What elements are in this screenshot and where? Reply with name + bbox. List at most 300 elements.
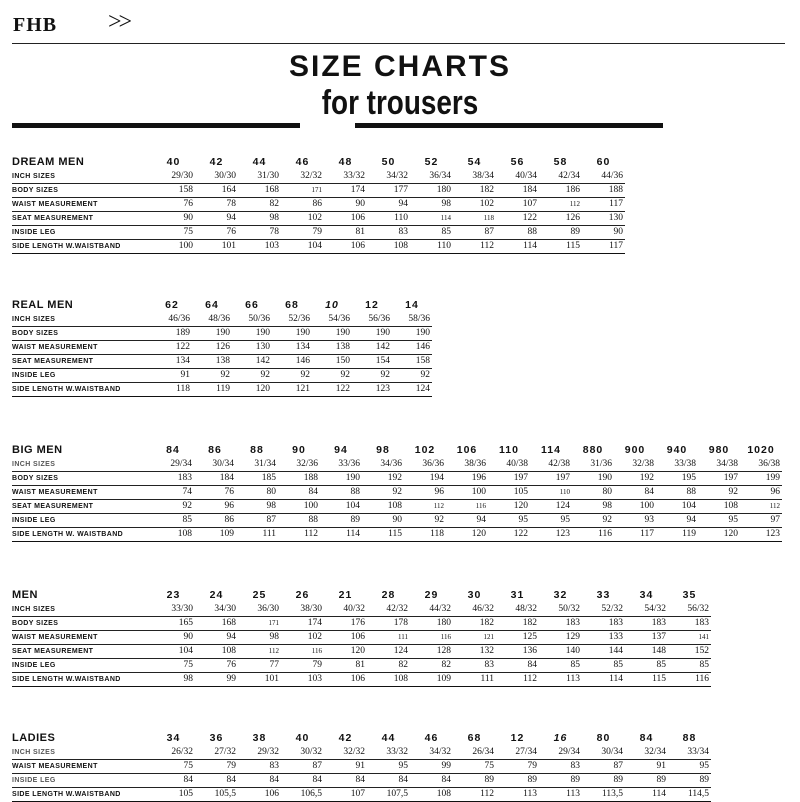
cell: 83 (453, 659, 496, 673)
row-label: SIDE LENGTH W.WAISTBAND (12, 240, 152, 254)
row-label: INCH SIZES (12, 313, 152, 327)
cell: 100 (152, 240, 195, 254)
cell: 101 (238, 673, 281, 687)
size-header-row (12, 730, 711, 746)
size-label: 94 (334, 444, 348, 456)
cell: 113 (539, 788, 582, 802)
cell: 46/32 (453, 603, 496, 617)
size-label: 84 (166, 444, 180, 456)
row-label: INCH SIZES (12, 603, 152, 617)
cell: 141 (668, 631, 711, 645)
cell: 30/30 (195, 170, 238, 184)
size-label: 980 (708, 444, 730, 456)
cell: 190 (192, 327, 232, 341)
cell: 115 (625, 673, 668, 687)
cell: 164 (195, 184, 238, 198)
title-rule-right (355, 123, 663, 128)
cell: 75 (152, 760, 195, 774)
size-label: 114 (541, 444, 561, 456)
cell: 79 (496, 760, 539, 774)
cell: 38/36 (446, 458, 488, 472)
cell: 122 (496, 212, 539, 226)
header-divider (12, 43, 785, 44)
cell: 33/38 (656, 458, 698, 472)
row-label: SIDE LENGTH W.WAISTBAND (12, 788, 152, 802)
cell: 183 (668, 617, 711, 631)
size-label: 88 (250, 444, 264, 456)
cell: 26/34 (453, 746, 496, 760)
cell: 126 (192, 341, 232, 355)
cell: 107 (496, 198, 539, 212)
row-label: INCH SIZES (12, 170, 152, 184)
cell: 48/36 (192, 313, 232, 327)
size-label: 38 (252, 732, 267, 744)
cell: 94 (367, 198, 410, 212)
cell: 78 (238, 226, 281, 240)
cell: 140 (539, 645, 582, 659)
table-row (12, 355, 432, 369)
cell: 91 (324, 760, 367, 774)
cell: 148 (625, 645, 668, 659)
size-label: 48 (338, 156, 353, 168)
size-label: 23 (166, 589, 181, 601)
table-row (12, 528, 782, 542)
cell: 107 (324, 788, 367, 802)
cell: 95 (530, 514, 572, 528)
table-row (12, 313, 432, 327)
cell: 106 (324, 240, 367, 254)
cell: 120 (698, 528, 740, 542)
size-label: 54 (467, 156, 482, 168)
cell: 95 (367, 760, 410, 774)
size-header-row (12, 154, 625, 170)
cell: 98 (236, 500, 278, 514)
cell: 74 (152, 486, 194, 500)
cell: 92 (232, 369, 272, 383)
cell: 83 (539, 760, 582, 774)
table-row (12, 500, 782, 514)
cell: 108 (195, 645, 238, 659)
cell: 137 (625, 631, 668, 645)
cell: 30/34 (194, 458, 236, 472)
cell: 81 (324, 226, 367, 240)
table-row (12, 212, 625, 226)
cell: 114 (320, 528, 362, 542)
row-label: BODY SIZES (12, 617, 152, 631)
cell: 130 (232, 341, 272, 355)
cell: 78 (195, 198, 238, 212)
cell: 114,5 (668, 788, 711, 802)
size-label: 42 (338, 732, 353, 744)
cell: 101 (195, 240, 238, 254)
table-row (12, 617, 711, 631)
cell: 113 (496, 788, 539, 802)
cell: 87 (281, 760, 324, 774)
row-label: INCH SIZES (12, 458, 152, 472)
size-label: 21 (338, 589, 353, 601)
size-label: 60 (596, 156, 611, 168)
cell: 106,5 (281, 788, 324, 802)
cell: 133 (582, 631, 625, 645)
cell: 108 (698, 500, 740, 514)
cell: 195 (656, 472, 698, 486)
cell: 31/36 (572, 458, 614, 472)
cell: 32/32 (324, 746, 367, 760)
cell: 116 (668, 673, 711, 687)
cell: 30/32 (281, 746, 324, 760)
cell: 182 (453, 617, 496, 631)
cell: 84 (195, 774, 238, 788)
cell: 98 (238, 631, 281, 645)
cell: 108 (367, 240, 410, 254)
size-table (12, 730, 711, 802)
cell: 30/34 (582, 746, 625, 760)
cell: 94 (446, 514, 488, 528)
cell: 184 (194, 472, 236, 486)
size-label: 34 (639, 589, 654, 601)
cell: 85 (582, 659, 625, 673)
cell: 116 (446, 500, 488, 514)
cell: 185 (236, 472, 278, 486)
cell: 112 (453, 240, 496, 254)
cell: 34/32 (367, 170, 410, 184)
size-label: 110 (499, 444, 519, 456)
cell: 88 (278, 514, 320, 528)
cell: 77 (238, 659, 281, 673)
cell: 176 (324, 617, 367, 631)
size-header-row (12, 587, 711, 603)
cell: 38/34 (453, 170, 496, 184)
cell: 29/34 (539, 746, 582, 760)
size-header-row (12, 297, 432, 313)
section-title: BIG MEN (12, 444, 63, 456)
cell: 84 (367, 774, 410, 788)
cell: 190 (392, 327, 432, 341)
size-label: 88 (682, 732, 697, 744)
cell: 108 (152, 528, 194, 542)
cell: 32/38 (614, 458, 656, 472)
cell: 33/30 (152, 603, 195, 617)
size-label: 46 (424, 732, 439, 744)
size-label: 28 (381, 589, 396, 601)
cell: 76 (195, 659, 238, 673)
size-label: 14 (405, 299, 419, 311)
row-label: SIDE LENGTH W.WAISTBAND (12, 673, 152, 687)
cell: 119 (192, 383, 232, 397)
cell: 82 (367, 659, 410, 673)
size-label: 98 (376, 444, 390, 456)
cell: 85 (625, 659, 668, 673)
size-label: 90 (292, 444, 306, 456)
cell: 115 (539, 240, 582, 254)
cell: 122 (488, 528, 530, 542)
size-label: 86 (208, 444, 222, 456)
cell: 168 (238, 184, 281, 198)
cell: 102 (281, 631, 324, 645)
cell: 94 (656, 514, 698, 528)
section-dream-men (12, 154, 625, 254)
cell: 92 (352, 369, 392, 383)
size-label: 52 (424, 156, 439, 168)
cell: 197 (698, 472, 740, 486)
size-label: 44 (252, 156, 267, 168)
cell: 85 (410, 226, 453, 240)
size-label: 36 (209, 732, 224, 744)
row-label: BODY SIZES (12, 327, 152, 341)
cell: 84 (410, 774, 453, 788)
cell: 110 (530, 486, 572, 500)
cell: 75 (152, 226, 195, 240)
cell: 192 (614, 472, 656, 486)
size-table (12, 587, 711, 687)
page-subtitle: for trousers (321, 84, 479, 122)
row-label: WAIST MEASUREMENT (12, 631, 152, 645)
cell: 104 (281, 240, 324, 254)
cell: 92 (152, 500, 194, 514)
cell: 95 (488, 514, 530, 528)
size-label: 35 (682, 589, 697, 601)
cell: 121 (453, 631, 496, 645)
cell: 158 (152, 184, 195, 198)
cell: 117 (614, 528, 656, 542)
cell: 111 (453, 673, 496, 687)
row-label: WAIST MEASUREMENT (12, 341, 152, 355)
cell: 90 (362, 514, 404, 528)
size-table (12, 297, 432, 397)
cell: 119 (656, 528, 698, 542)
size-label: 34 (166, 732, 181, 744)
cell: 84 (614, 486, 656, 500)
cell: 130 (582, 212, 625, 226)
cell: 109 (194, 528, 236, 542)
cell: 144 (582, 645, 625, 659)
cell: 177 (367, 184, 410, 198)
cell: 94 (195, 212, 238, 226)
cell: 95 (668, 760, 711, 774)
cell: 105 (488, 486, 530, 500)
cell: 199 (740, 472, 782, 486)
cell: 171 (238, 617, 281, 631)
cell: 83 (367, 226, 410, 240)
size-label: 40 (295, 732, 310, 744)
section-men (12, 587, 711, 687)
section-ladies (12, 730, 711, 802)
cell: 123 (530, 528, 572, 542)
cell: 92 (192, 369, 232, 383)
cell: 92 (312, 369, 352, 383)
cell: 93 (614, 514, 656, 528)
cell: 110 (410, 240, 453, 254)
cell: 138 (312, 341, 352, 355)
cell: 132 (453, 645, 496, 659)
table-row (12, 240, 625, 254)
cell: 87 (236, 514, 278, 528)
cell: 183 (539, 617, 582, 631)
size-label: 25 (252, 589, 267, 601)
cell: 89 (320, 514, 362, 528)
cell: 182 (453, 184, 496, 198)
cell: 115 (362, 528, 404, 542)
size-label: 50 (381, 156, 396, 168)
cell: 86 (281, 198, 324, 212)
cell: 86 (194, 514, 236, 528)
row-label: SEAT MEASUREMENT (12, 500, 152, 514)
row-label: SIDE LENGTH W. WAISTBAND (12, 528, 152, 542)
cell: 183 (625, 617, 668, 631)
cell: 84 (281, 774, 324, 788)
cell: 142 (352, 341, 392, 355)
cell: 97 (740, 514, 782, 528)
table-row (12, 788, 711, 802)
row-label: INCH SIZES (12, 746, 152, 760)
size-label: 24 (209, 589, 224, 601)
cell: 116 (281, 645, 324, 659)
cell: 112 (539, 198, 582, 212)
cell: 192 (362, 472, 404, 486)
cell: 183 (152, 472, 194, 486)
cell: 120 (324, 645, 367, 659)
table-row (12, 631, 711, 645)
cell: 44/32 (410, 603, 453, 617)
section-big-men (12, 442, 782, 542)
table-row (12, 184, 625, 198)
cell: 36/36 (404, 458, 446, 472)
cell: 111 (367, 631, 410, 645)
cell: 122 (152, 341, 192, 355)
cell: 174 (324, 184, 367, 198)
brand-logo[interactable]: FHB (13, 14, 58, 36)
row-label: SEAT MEASUREMENT (12, 645, 152, 659)
row-label: INSIDE LEG (12, 369, 152, 383)
table-row (12, 472, 782, 486)
size-label: 10 (325, 299, 339, 311)
cell: 180 (410, 184, 453, 198)
cell: 174 (281, 617, 324, 631)
cell: 134 (272, 341, 312, 355)
cell: 112 (496, 673, 539, 687)
size-label: 80 (596, 732, 611, 744)
cell: 194 (404, 472, 446, 486)
table-row (12, 746, 711, 760)
size-label: 900 (624, 444, 646, 456)
cell: 186 (539, 184, 582, 198)
size-label: 30 (467, 589, 482, 601)
cell: 90 (152, 631, 195, 645)
cell: 104 (656, 500, 698, 514)
cell: 183 (582, 617, 625, 631)
size-table (12, 154, 625, 254)
cell: 58/36 (392, 313, 432, 327)
row-label: WAIST MEASUREMENT (12, 760, 152, 774)
cell: 102 (281, 212, 324, 226)
table-row (12, 659, 711, 673)
cell: 123 (352, 383, 392, 397)
cell: 34/32 (410, 746, 453, 760)
cell: 88 (320, 486, 362, 500)
cell: 108 (410, 788, 453, 802)
size-label: 26 (295, 589, 310, 601)
cell: 27/34 (496, 746, 539, 760)
cell: 85 (539, 659, 582, 673)
table-row (12, 369, 432, 383)
row-label: SEAT MEASUREMENT (12, 212, 152, 226)
cell: 98 (238, 212, 281, 226)
cell: 29/32 (238, 746, 281, 760)
chevron-right-icon[interactable]: >> (108, 9, 130, 35)
cell: 89 (668, 774, 711, 788)
cell: 98 (152, 673, 195, 687)
size-label: 106 (456, 444, 478, 456)
cell: 182 (496, 617, 539, 631)
cell: 89 (496, 774, 539, 788)
cell: 94 (195, 631, 238, 645)
cell: 52/32 (582, 603, 625, 617)
cell: 178 (367, 617, 410, 631)
cell: 100 (614, 500, 656, 514)
cell: 90 (324, 198, 367, 212)
cell: 79 (195, 760, 238, 774)
row-label: SIDE LENGTH W.WAISTBAND (12, 383, 152, 397)
cell: 38/30 (281, 603, 324, 617)
cell: 34/36 (362, 458, 404, 472)
cell: 120 (446, 528, 488, 542)
cell: 56/36 (352, 313, 392, 327)
cell: 84 (496, 659, 539, 673)
cell: 84 (324, 774, 367, 788)
cell: 96 (404, 486, 446, 500)
cell: 82 (238, 198, 281, 212)
cell: 106 (324, 631, 367, 645)
cell: 76 (152, 198, 195, 212)
row-label: BODY SIZES (12, 184, 152, 198)
table-row (12, 383, 432, 397)
cell: 197 (488, 472, 530, 486)
cell: 92 (404, 514, 446, 528)
cell: 40/38 (488, 458, 530, 472)
cell: 36/38 (740, 458, 782, 472)
table-row (12, 458, 782, 472)
cell: 188 (582, 184, 625, 198)
size-label: 40 (166, 156, 181, 168)
cell: 158 (392, 355, 432, 369)
cell: 89 (625, 774, 668, 788)
cell: 42/38 (530, 458, 572, 472)
cell: 117 (582, 198, 625, 212)
row-label: WAIST MEASUREMENT (12, 198, 152, 212)
cell: 116 (410, 631, 453, 645)
table-row (12, 774, 711, 788)
title-rule-left (12, 123, 300, 128)
cell: 123 (740, 528, 782, 542)
size-label: 68 (285, 299, 299, 311)
row-label: INSIDE LEG (12, 514, 152, 528)
cell: 56/32 (668, 603, 711, 617)
size-label: 68 (467, 732, 482, 744)
cell: 168 (195, 617, 238, 631)
cell: 112 (404, 500, 446, 514)
cell: 120 (488, 500, 530, 514)
cell: 90 (152, 212, 195, 226)
cell: 190 (572, 472, 614, 486)
cell: 116 (572, 528, 614, 542)
cell: 121 (272, 383, 312, 397)
cell: 109 (410, 673, 453, 687)
cell: 150 (312, 355, 352, 369)
cell: 34/38 (698, 458, 740, 472)
cell: 92 (392, 369, 432, 383)
page-header (0, 0, 800, 45)
cell: 96 (194, 500, 236, 514)
